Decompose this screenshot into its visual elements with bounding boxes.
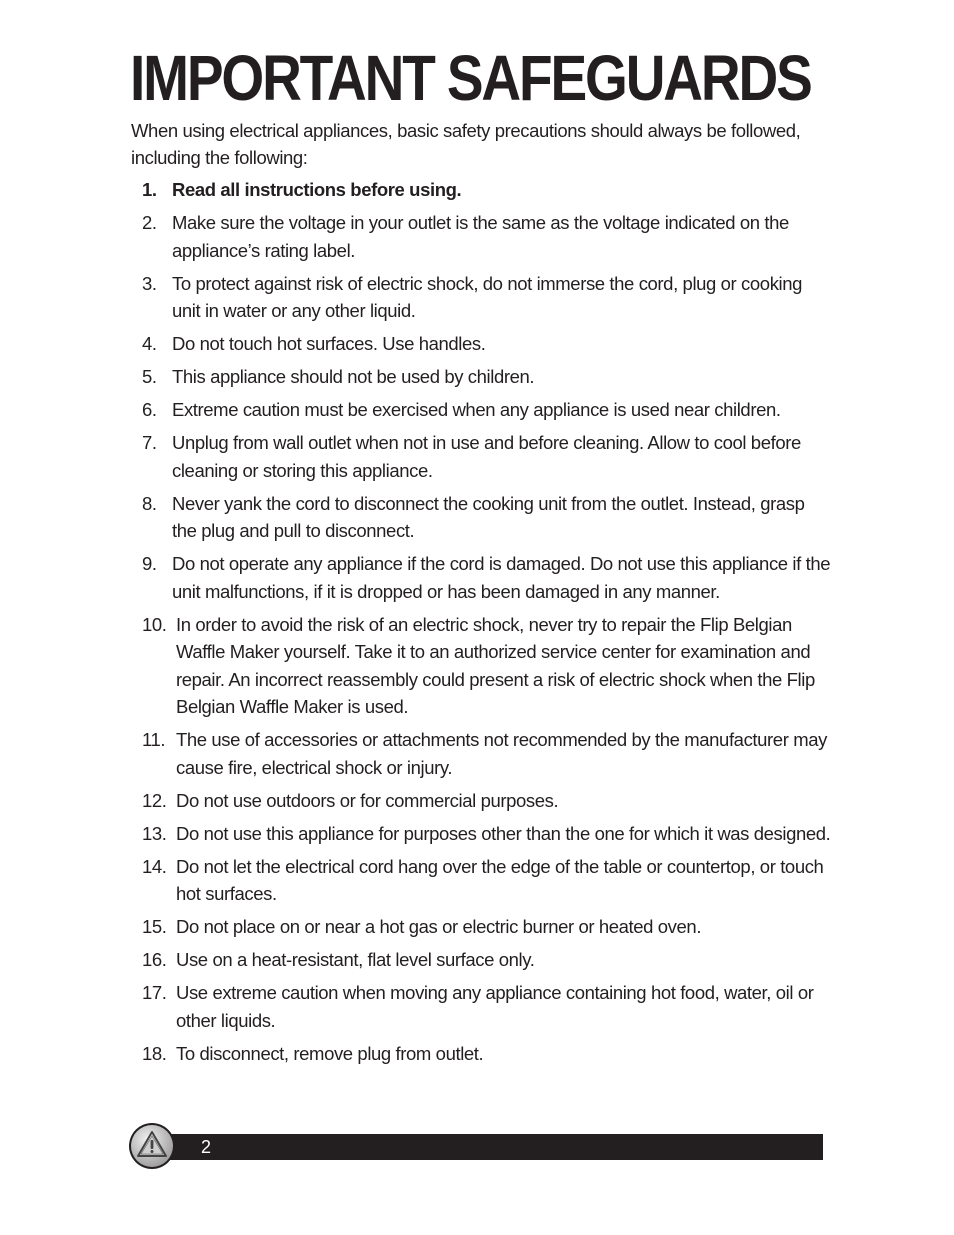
list-item xyxy=(131,429,831,484)
item-number: 14. xyxy=(142,855,167,877)
item-text: Do not place on or near a hot gas or electric burner or heated oven. xyxy=(176,916,702,937)
item-text: Unplug from wall outlet when not in use and before cleaning. Allow to cool before cleaning or storing this appliance. xyxy=(172,432,801,481)
item-number: 3. xyxy=(142,272,157,294)
item-number: 16. xyxy=(142,949,167,970)
list-item xyxy=(131,853,831,908)
item-number: 9. xyxy=(142,553,157,574)
item-text: To protect against risk of electric shock, do not immerse the cord, plug or cooking unit in water or any other liquid. xyxy=(172,272,803,321)
page-number: 2 xyxy=(201,1137,212,1157)
list-item xyxy=(131,176,831,204)
item-number: 10. xyxy=(142,613,167,635)
item-text: Do not use this appliance for purposes other than the one for which it was designed. xyxy=(176,822,831,844)
item-text: Never yank the cord to disconnect the cooking unit from the outlet. Instead, grasp the plug and pull to disconnect. xyxy=(172,492,805,541)
list-item xyxy=(131,913,831,941)
safeguards-list xyxy=(131,176,831,1073)
item-number: 15. xyxy=(142,916,167,937)
item-number: 17. xyxy=(142,982,167,1003)
item-number: 18. xyxy=(142,1042,167,1064)
item-number: 4. xyxy=(142,333,157,354)
list-item xyxy=(131,820,831,848)
item-number: 11. xyxy=(142,729,166,750)
item-number: 5. xyxy=(142,366,157,387)
item-text: This appliance should not be used by children. xyxy=(172,366,535,387)
item-number: 2. xyxy=(142,212,157,233)
list-item xyxy=(131,363,831,391)
list-item xyxy=(131,270,831,325)
intro-text: When using electrical appliances, basic safety precautions should always be followed, including the following: xyxy=(131,120,801,168)
list-item xyxy=(131,209,831,264)
item-text: Do not operate any appliance if the cord is damaged. Do not use this appliance if the unit malfunctions, if it is dropped or has been damaged in any manner. xyxy=(172,553,831,602)
item-text: In order to avoid the risk of an electric shock, never try to repair the Flip Belgian Waffle Maker yourself. Take it to an authorized service center for examination and repair. An incorrect reassembly could present a risk of electric shock when the Flip Belgian Waffle Maker is used. xyxy=(176,613,815,717)
item-number: 6. xyxy=(142,399,157,420)
list-item xyxy=(131,330,831,358)
list-item xyxy=(131,946,831,974)
page-title: IMPORTANT SAFEGUARDS xyxy=(130,42,811,114)
list-item xyxy=(131,490,831,545)
list-item xyxy=(131,611,831,721)
item-number: 7. xyxy=(142,432,157,453)
list-item xyxy=(131,396,831,424)
item-text: Do not let the electrical cord hang over the edge of the table or countertop, or touch hot surfaces. xyxy=(176,855,824,904)
item-text: Do not use outdoors or for commercial purposes. xyxy=(176,789,559,811)
warning-triangle-icon xyxy=(128,1122,176,1170)
list-item xyxy=(131,1040,831,1068)
item-number: 13. xyxy=(142,822,167,844)
item-text: To disconnect, remove plug from outlet. xyxy=(176,1042,484,1064)
item-number: 8. xyxy=(142,492,157,514)
item-number: 12. xyxy=(142,789,167,811)
footer-bar xyxy=(150,1134,823,1160)
list-item xyxy=(131,726,831,781)
item-text: Use on a heat-resistant, flat level surface only. xyxy=(176,949,535,970)
item-text: The use of accessories or attachments not recommended by the manufacturer may cause fire, electrical shock or injury. xyxy=(176,729,827,778)
item-text: Read all instructions before using. xyxy=(172,179,462,200)
item-text: Make sure the voltage in your outlet is the same as the voltage indicated on the appliance’s rating label. xyxy=(172,212,789,261)
item-text: Extreme caution must be exercised when any appliance is used near children. xyxy=(172,399,781,420)
item-text: Use extreme caution when moving any appliance containing hot food, water, oil or other liquids. xyxy=(176,982,814,1031)
list-item xyxy=(131,979,831,1034)
list-item xyxy=(131,787,831,815)
item-number: 1. xyxy=(142,179,157,200)
list-item xyxy=(131,550,831,605)
item-text: Do not touch hot surfaces. Use handles. xyxy=(172,333,486,354)
